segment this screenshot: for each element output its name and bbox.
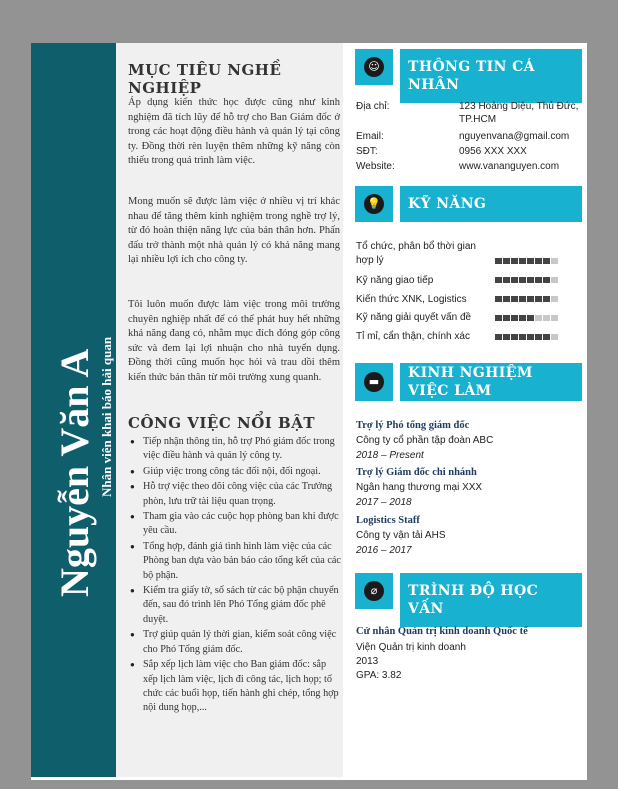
skill-label: Kỹ năng giao tiếp: [356, 275, 434, 286]
skill-level-bar: [495, 258, 558, 264]
skill-level-segment: [511, 258, 518, 264]
list-item: ● Trợ giúp quản lý thời gian, kiểm soát công việc cho Phó Tổng giám đốc.: [130, 628, 342, 657]
skill-label: Tỉ mỉ, cẩn thận, chính xác: [356, 331, 470, 342]
skill-level-segment: [503, 315, 510, 321]
education-degree: Cử nhân Quản trị kinh doanh Quốc tế: [356, 626, 528, 637]
skill-level-segment: [551, 296, 558, 302]
address-value: 123 Hoàng Diệu, Thủ Đức, TP.HCM: [459, 101, 579, 125]
objective-paragraph-3: Tôi luôn muốn được làm việc trong môi trường chuyên nghiệp nhất để có thể phát huy hết những khả năng đang có, nhằm mục đích đóng góp công sức và đem lại lợi nhuận cho nhà tuyển dụng. Đồng thời cũng muốn học hỏi và trau dồi thêm kiến thức bản thân từ môi trường xung quanh.: [128, 299, 340, 383]
skill-level-segment: [543, 334, 550, 340]
skill-level-segment: [535, 315, 542, 321]
skill-level-bar: [495, 334, 558, 340]
highlights-list: [130, 435, 342, 717]
candidate-name: Nguyễn Văn A: [52, 348, 97, 597]
skill-level-segment: [551, 334, 558, 340]
personal-info-heading: THÔNG TIN CÁ NHÂN: [400, 49, 582, 103]
skill-level-segment: [551, 315, 558, 321]
skill-level-segment: [495, 258, 502, 264]
briefcase-icon: ▬: [364, 372, 384, 392]
email-value: nguyenvana@gmail.com: [459, 131, 570, 142]
objective-paragraph-1: Áp dụng kiến thức học được cũng như kinh nghiệm đã tích lũy để hỗ trợ cho Ban Giám đốc ở trong các hoạt động điều hành và quản lý tại công ty. Đồng thời rèn luyện thêm những kỹ năng còn thiếu trong quá trình làm việc.: [128, 97, 340, 167]
skill-level-segment: [527, 258, 534, 264]
skill-level-segment: [527, 277, 534, 283]
skill-level-segment: [535, 258, 542, 264]
skill-level-segment: [535, 296, 542, 302]
skill-level-segment: [551, 258, 558, 264]
skill-level-segment: [519, 315, 526, 321]
skill-level-bar: [495, 296, 558, 302]
smiley-icon: ☺: [364, 57, 384, 77]
skill-level-segment: [519, 277, 526, 283]
skill-level-segment: [511, 334, 518, 340]
skill-level-segment: [527, 315, 534, 321]
list-item: ● Tiếp nhận thông tin, hỗ trợ Phó giám đốc trong việc điều hành và quản lý công ty.: [130, 435, 342, 464]
skill-level-segment: [551, 277, 558, 283]
phone-label: SĐT:: [356, 146, 378, 157]
skill-level-bar: [495, 277, 558, 283]
job-company: Công ty cổ phần tập đoàn ABC: [356, 435, 494, 446]
list-item: ● Tham gia vào các cuộc họp phòng ban khi được yêu cầu.: [130, 510, 342, 539]
job-role: Trợ lý Phó tổng giám đốc: [356, 420, 470, 431]
job-role: Trợ lý Giám đốc chi nhánh: [356, 467, 477, 478]
skill-level-segment: [535, 277, 542, 283]
skill-level-bar: [495, 315, 558, 321]
lightbulb-icon: 💡: [364, 194, 384, 214]
list-item: ● Kiểm tra giấy tờ, số sách từ các bộ phận chuyển đến, sau đó trình lên Phó Tổng giám đốc phê duyệt.: [130, 584, 342, 627]
name-sidebar: [31, 43, 116, 777]
skill-level-segment: [511, 315, 518, 321]
experience-heading: KINH NGHIỆM VIỆC LÀM: [400, 363, 582, 401]
address-label: Địa chỉ:: [356, 101, 390, 112]
education-heading: TRÌNH ĐỘ HỌC VẤN: [400, 573, 582, 627]
objective-column: [116, 43, 343, 777]
paperclip-icon: ⌀: [364, 581, 384, 601]
email-label: Email:: [356, 131, 384, 142]
skill-level-segment: [519, 296, 526, 302]
skill-label: Kỹ năng giải quyết vấn đề: [356, 312, 472, 323]
skill-level-segment: [511, 296, 518, 302]
skill-level-segment: [519, 258, 526, 264]
skill-level-segment: [519, 334, 526, 340]
skill-level-segment: [503, 296, 510, 302]
objective-paragraph-2: Mong muốn sẽ được làm việc ở nhiều vị trí khác nhau để tăng thêm kinh nghiệm trong nghề trợ lý, từ đó hoàn thiện năng lực của bản thân hơn. Phấn đấu trở thành một nhà quản lý có khả năng mang lại nhiều lợi ích cho công ty.: [128, 196, 340, 266]
website-label: Website:: [356, 161, 395, 172]
list-item: ● Sắp xếp lịch làm việc cho Ban giám đốc: sắp xếp lịch làm việc, lịch đi công tác, lịch họp; tổ chức các buổi họp, tiến hành ghi chép, tổng hợp nội dung họp,...: [130, 658, 342, 716]
phone-value: 0956 XXX XXX: [459, 146, 527, 157]
list-item: ● Giúp việc trong công tác đối nội, đối ngoại.: [130, 465, 342, 479]
skills-heading: KỸ NĂNG: [400, 186, 582, 222]
candidate-job-title: Nhân viên khai báo hải quan: [99, 336, 114, 497]
list-item: ● Hỗ trợ việc theo dõi công việc của các Trưởng phòn, lưu trữ tài liệu quan trọng.: [130, 480, 342, 509]
job-period: 2018 – Present: [356, 450, 424, 461]
objective-heading: MỤC TIÊU NGHỀ NGHIỆP: [128, 61, 282, 97]
job-period: 2016 – 2017: [356, 545, 412, 556]
skill-level-segment: [527, 334, 534, 340]
education-school: Viện Quản trị kinh doanh: [356, 642, 466, 653]
skill-level-segment: [495, 277, 502, 283]
skill-label: Kiến thức XNK, Logistics: [356, 294, 467, 305]
skill-level-segment: [543, 296, 550, 302]
skill-level-segment: [543, 315, 550, 321]
skill-level-segment: [527, 296, 534, 302]
list-item: ● Tổng hợp, đánh giá tình hình làm việc của các Phòng ban dựa vào bản báo cáo tổng kết của các bộ phận.: [130, 540, 342, 583]
job-company: Ngân hang thương mại XXX: [356, 482, 483, 493]
highlights-heading: CÔNG VIỆC NỔI BẬT: [128, 414, 315, 432]
job-period: 2017 – 2018: [356, 497, 412, 508]
skill-level-segment: [495, 296, 502, 302]
skill-label: Tổ chức, phân bổ thời gian hợp lý: [356, 241, 476, 266]
website-value: www.vananguyen.com: [459, 161, 560, 172]
skill-level-segment: [543, 258, 550, 264]
job-role: Logistics Staff: [356, 515, 420, 526]
skill-level-segment: [495, 334, 502, 340]
job-company: Công ty vận tải AHS: [356, 530, 446, 541]
skill-level-segment: [503, 277, 510, 283]
skill-level-segment: [503, 258, 510, 264]
education-gpa: GPA: 3.82: [356, 670, 402, 681]
skill-level-segment: [535, 334, 542, 340]
skill-level-segment: [511, 277, 518, 283]
skill-level-segment: [543, 277, 550, 283]
skill-level-segment: [503, 334, 510, 340]
skill-level-segment: [495, 315, 502, 321]
education-year: 2013: [356, 656, 379, 667]
